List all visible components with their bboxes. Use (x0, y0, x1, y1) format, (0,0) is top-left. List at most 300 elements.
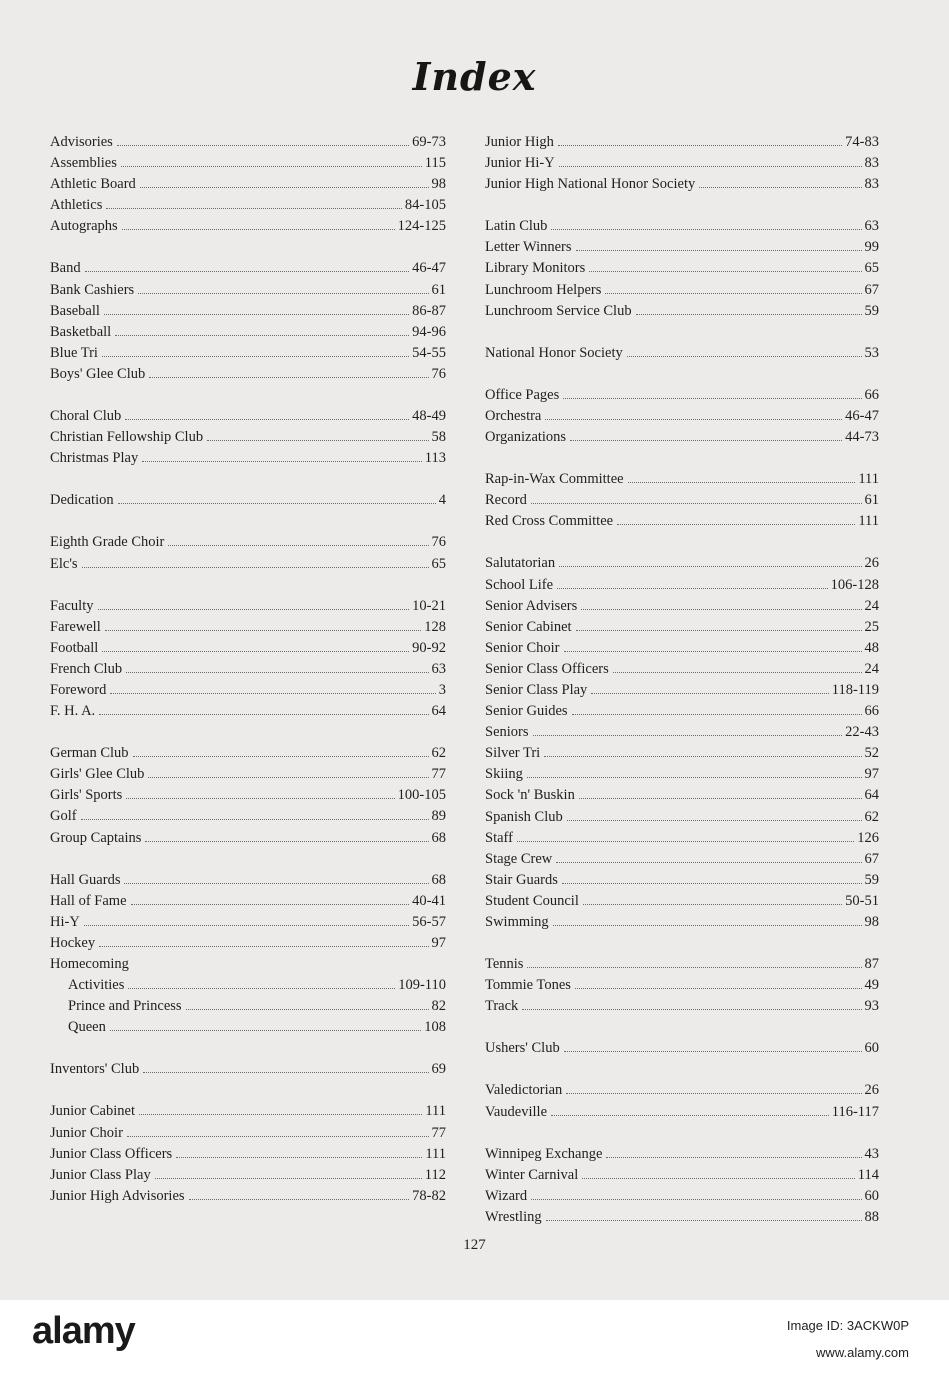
index-entry (485, 617, 879, 638)
leader-dots (118, 503, 436, 504)
index-entry (50, 1059, 446, 1080)
entry-name: Red Cross Committee (485, 513, 614, 530)
leader-dots (186, 1009, 429, 1010)
leader-dots (126, 672, 428, 673)
leader-dots (142, 461, 422, 462)
index-entry (485, 764, 879, 785)
leader-dots (564, 651, 862, 652)
leader-dots (627, 356, 862, 357)
entry-name: Lunchroom Service Club (485, 302, 632, 319)
index-group (485, 1080, 879, 1122)
index-entry (485, 258, 879, 279)
entry-name: Senior Class Officers (485, 660, 609, 677)
leader-dots (82, 567, 429, 568)
leader-dots (527, 967, 861, 968)
leader-dots (124, 883, 428, 884)
index-entry (485, 638, 879, 659)
leader-dots (545, 419, 842, 420)
leader-dots (563, 398, 861, 399)
entry-page: 77 (431, 766, 446, 783)
leader-dots (85, 271, 410, 272)
entry-page: 111 (858, 513, 879, 530)
leader-dots (613, 672, 862, 673)
entry-name: Skiing (485, 766, 523, 783)
entry-name: Track (485, 998, 519, 1015)
entry-page: 63 (431, 660, 446, 677)
index-entry (485, 575, 879, 596)
entry-name: Vaudeville (485, 1103, 548, 1120)
entry-page: 78-82 (412, 1187, 446, 1204)
entry-name: Farewell (50, 618, 101, 635)
entry-page: 53 (864, 344, 879, 361)
entry-page: 124-125 (397, 218, 446, 235)
index-entry (485, 743, 879, 764)
index-group (485, 553, 879, 933)
entry-page: 54-55 (412, 344, 446, 361)
entry-page: 24 (864, 597, 879, 614)
entry-page: 59 (864, 871, 879, 888)
index-entry (50, 617, 446, 638)
leader-dots (576, 250, 862, 251)
entry-page: 64 (431, 703, 446, 720)
entry-name: Inventors' Club (50, 1061, 140, 1078)
index-entry (50, 701, 446, 722)
index-group (50, 258, 446, 385)
entry-name: Junior Hi-Y (485, 155, 555, 172)
index-entry (485, 427, 879, 448)
entry-page: 82 (431, 998, 446, 1015)
entry-name: Girls' Glee Club (50, 766, 145, 783)
entry-page: 111 (858, 471, 879, 488)
entry-page: 56-57 (412, 913, 446, 930)
watermark-banner (0, 1300, 949, 1390)
entry-name: Girls' Sports (50, 787, 123, 804)
index-group (485, 469, 879, 532)
entry-name: Swimming (485, 914, 549, 930)
entry-name: Winnipeg Exchange (485, 1145, 603, 1162)
entry-name: School Life (485, 576, 554, 593)
entry-page: 60 (864, 1040, 879, 1057)
index-entry (50, 1101, 446, 1122)
entry-name: Letter Winners (485, 239, 572, 256)
index-entry (50, 343, 446, 364)
entry-page: 48-49 (412, 408, 446, 425)
index-entry (50, 785, 446, 806)
entry-name: Organizations (485, 429, 567, 446)
entry-name: Eighth Grade Choir (50, 534, 165, 551)
entry-page: 58 (431, 429, 446, 446)
leader-dots (102, 651, 409, 652)
index-entry (50, 406, 446, 427)
entry-page: 99 (864, 239, 879, 256)
index-entry (485, 469, 879, 490)
index-entry (485, 680, 879, 701)
entry-name: F. H. A. (50, 703, 96, 720)
index-entry (485, 1186, 879, 1207)
entry-page: 68 (431, 871, 446, 888)
entry-page: 67 (864, 281, 879, 298)
entry-name: Junior High National Honor Society (485, 176, 696, 193)
entry-page: 48 (864, 639, 879, 656)
index-entry (485, 807, 879, 828)
index-entry (485, 385, 879, 406)
entry-page: 67 (864, 850, 879, 867)
index-entry (50, 912, 446, 933)
entry-page: 44-73 (845, 429, 879, 446)
leader-dots (628, 482, 856, 483)
entry-page: 22-43 (845, 724, 879, 741)
index-group (50, 490, 446, 511)
entry-page: 86-87 (412, 302, 446, 319)
entry-page: 97 (864, 766, 879, 783)
entry-page: 69 (431, 1061, 446, 1078)
leader-dots (559, 166, 862, 167)
entry-name: Spanish Club (485, 808, 563, 825)
leader-dots (531, 1199, 861, 1200)
index-entry (50, 195, 446, 216)
entry-name: Junior High (485, 134, 554, 150)
entry-page: 128 (424, 618, 446, 635)
entry-page: 68 (431, 829, 446, 846)
index-entry (50, 870, 446, 891)
leader-dots (106, 208, 402, 209)
entry-name: Homecoming (50, 956, 129, 972)
index-entry (50, 490, 446, 511)
entry-page: 24 (864, 660, 879, 677)
entry-page: 83 (864, 176, 879, 193)
entry-name: Faculty (50, 597, 94, 614)
leader-dots (606, 1157, 861, 1158)
entry-name: Rap-in-Wax Committee (485, 471, 624, 488)
entry-page: 88 (864, 1208, 879, 1225)
index-entry (50, 1165, 446, 1186)
index-entry (485, 343, 879, 364)
entry-page: 4 (438, 492, 446, 509)
entry-name: Junior High Advisories (50, 1187, 185, 1204)
entry-name: Christian Fellowship Club (50, 429, 204, 446)
entry-name: Christmas Play (50, 450, 139, 467)
entry-name: Senior Class Play (485, 681, 588, 698)
index-entry (50, 1123, 446, 1144)
index-entry (485, 1165, 879, 1186)
entry-name: Junior Class Officers (50, 1145, 173, 1162)
entry-name: Football (50, 639, 99, 656)
index-entry (50, 1017, 446, 1038)
index-entry (485, 153, 879, 174)
leader-dots (149, 377, 428, 378)
leader-dots (579, 798, 862, 799)
index-entry (485, 701, 879, 722)
entry-name: German Club (50, 745, 129, 762)
index-column-right (485, 132, 879, 1249)
index-entry (50, 680, 446, 701)
watermark-logo: alamy (32, 1310, 135, 1352)
leader-dots (546, 1220, 862, 1221)
leader-dots (567, 820, 862, 821)
entry-name: Bank Cashiers (50, 281, 135, 298)
index-entry (485, 1102, 879, 1123)
page-title: Index (412, 54, 537, 99)
index-entry (50, 659, 446, 680)
leader-dots (84, 925, 409, 926)
entry-page: 66 (864, 386, 879, 403)
index-column-left (50, 132, 446, 1228)
leader-dots (564, 1051, 862, 1052)
entry-page: 97 (431, 934, 446, 951)
entry-name: Foreword (50, 681, 107, 698)
leader-dots (551, 1115, 829, 1116)
index-entry (485, 975, 879, 996)
index-entry (50, 596, 446, 617)
index-group (485, 1038, 879, 1059)
entry-name: Valedictorian (485, 1082, 563, 1099)
leader-dots (138, 293, 428, 294)
index-entry (485, 237, 879, 258)
entry-page: 90-92 (412, 639, 446, 656)
entry-page: 74-83 (845, 134, 879, 150)
entry-name: Seniors (485, 724, 529, 741)
entry-name: Athletics (50, 197, 103, 214)
entry-page: 118-119 (831, 681, 879, 698)
entry-name: Staff (485, 829, 513, 846)
leader-dots (110, 693, 435, 694)
entry-page: 98 (864, 914, 879, 930)
leader-dots (128, 988, 395, 989)
index-entry (485, 722, 879, 743)
leader-dots (636, 314, 862, 315)
entry-name: Salutatorian (485, 555, 556, 572)
entry-page: 66 (864, 703, 879, 720)
index-entry (50, 996, 446, 1017)
entry-name: Blue Tri (50, 344, 98, 361)
entry-name: Latin Club (485, 218, 548, 235)
leader-dots (544, 756, 861, 757)
index-entry (50, 828, 446, 849)
leader-dots (155, 1178, 422, 1179)
entry-name: Band (50, 260, 81, 277)
leader-dots (99, 946, 428, 947)
index-entry (485, 954, 879, 975)
leader-dots (176, 1157, 422, 1158)
entry-name: National Honor Society (485, 344, 623, 361)
leader-dots (575, 988, 862, 989)
index-entry (50, 427, 446, 448)
leader-dots (207, 440, 428, 441)
index-group (485, 1144, 879, 1228)
page-number: 127 (463, 1237, 486, 1253)
index-group (50, 406, 446, 469)
entry-name: Queen (68, 1019, 106, 1036)
leader-dots (617, 524, 855, 525)
leader-dots (98, 609, 410, 610)
index-entry (485, 596, 879, 617)
index-entry (485, 511, 879, 532)
leader-dots (570, 440, 842, 441)
entry-name: French Club (50, 660, 123, 677)
entry-page: 50-51 (845, 892, 879, 909)
entry-page: 108 (424, 1019, 446, 1036)
entry-page: 3 (438, 681, 446, 698)
index-entry (50, 216, 446, 237)
index-entry (485, 1080, 879, 1101)
entry-page: 69-73 (412, 134, 446, 150)
entry-name: Advisories (50, 134, 113, 150)
leader-dots (126, 798, 394, 799)
index-entry (485, 849, 879, 870)
leader-dots (127, 1136, 429, 1137)
entry-name: Autographs (50, 218, 118, 235)
index-entry (50, 364, 446, 385)
index-entry (485, 996, 879, 1017)
entry-page: 113 (424, 450, 446, 467)
index-group (485, 216, 879, 321)
entry-page: 100-105 (397, 787, 446, 804)
entry-name: Sock 'n' Buskin (485, 787, 575, 804)
entry-name: Senior Advisers (485, 597, 578, 614)
index-entry (485, 891, 879, 912)
leader-dots (105, 630, 422, 631)
leader-dots (148, 777, 428, 778)
leader-dots (533, 735, 843, 736)
leader-dots (121, 166, 422, 167)
index-entry (50, 933, 446, 954)
index-entry (50, 301, 446, 322)
index-entry (485, 216, 879, 237)
entry-name: Hockey (50, 934, 96, 951)
leader-dots (99, 714, 428, 715)
entry-page: 111 (425, 1145, 446, 1162)
index-group (50, 870, 446, 1039)
entry-page: 59 (864, 302, 879, 319)
index-entry (50, 174, 446, 195)
entry-page: 106-128 (830, 576, 879, 593)
index-entry (50, 554, 446, 575)
leader-dots (556, 862, 861, 863)
entry-page: 76 (431, 534, 446, 551)
watermark-image-id: Image ID: 3ACKW0P (786, 1318, 909, 1333)
leader-dots (559, 566, 861, 567)
watermark-url: www.alamy.com (816, 1345, 909, 1360)
entry-name: Student Council (485, 892, 579, 909)
leader-dots (558, 145, 842, 146)
index-entry (50, 322, 446, 343)
entry-page: 46-47 (412, 260, 446, 277)
entry-name: Stage Crew (485, 850, 553, 867)
leader-dots (581, 609, 861, 610)
entry-name: Stair Guards (485, 871, 558, 888)
entry-page: 64 (864, 787, 879, 804)
entry-page: 62 (864, 808, 879, 825)
leader-dots (117, 145, 409, 146)
entry-name: Athletic Board (50, 176, 136, 193)
index-entry (50, 280, 446, 301)
entry-page: 111 (425, 1103, 446, 1120)
leader-dots (527, 777, 862, 778)
index-entry (50, 806, 446, 827)
index-group (50, 532, 446, 574)
index-group (50, 132, 446, 237)
entry-name: Baseball (50, 302, 100, 319)
entry-page: 89 (431, 808, 446, 825)
index-entry (50, 975, 446, 996)
entry-name: Assemblies (50, 155, 117, 172)
entry-name: Lunchroom Helpers (485, 281, 602, 298)
entry-name: Library Monitors (485, 260, 586, 277)
index-entry (485, 659, 879, 680)
entry-page: 114 (857, 1166, 879, 1183)
index-entry (485, 174, 879, 195)
index-group (485, 954, 879, 1017)
entry-name: Senior Cabinet (485, 618, 572, 635)
index-entry (50, 743, 446, 764)
index-entry (50, 764, 446, 785)
index-entry (50, 448, 446, 469)
index-entry (485, 870, 879, 891)
entry-page: 61 (431, 281, 446, 298)
index-entry (50, 1144, 446, 1165)
entry-page: 84-105 (404, 197, 446, 214)
entry-name: Orchestra (485, 407, 542, 424)
entry-name: Record (485, 492, 527, 509)
entry-page: 115 (424, 155, 446, 172)
index-entry (485, 785, 879, 806)
index-entry (485, 1207, 879, 1228)
index-entry (50, 258, 446, 279)
leader-dots (582, 1178, 855, 1179)
leader-dots (131, 904, 410, 905)
leader-dots (81, 819, 429, 820)
leader-dots (140, 187, 429, 188)
index-entry (485, 280, 879, 301)
entry-page: 87 (864, 956, 879, 973)
index-entry (485, 553, 879, 574)
entry-name: Junior Cabinet (50, 1103, 135, 1120)
entry-page: 93 (864, 998, 879, 1015)
leader-dots (104, 314, 409, 315)
index-group (50, 596, 446, 723)
index-entry (485, 1038, 879, 1059)
entry-page: 26 (864, 1082, 879, 1099)
index-entry (50, 891, 446, 912)
leader-dots (143, 1072, 428, 1073)
entry-name: Silver Tri (485, 745, 541, 762)
entry-name: Wrestling (485, 1208, 542, 1225)
leader-dots (583, 904, 842, 905)
leader-dots (139, 1114, 422, 1115)
leader-dots (557, 588, 828, 589)
leader-dots (553, 925, 862, 926)
entry-page: 25 (864, 618, 879, 635)
entry-page: 98 (431, 176, 446, 193)
entry-name: Boys' Glee Club (50, 365, 146, 382)
leader-dots (115, 335, 409, 336)
entry-page: 94-96 (412, 323, 446, 340)
leader-dots (566, 1093, 861, 1094)
index-entry (50, 132, 446, 153)
entry-name: Golf (50, 808, 77, 825)
leader-dots (133, 756, 429, 757)
entry-name: Dedication (50, 492, 114, 509)
leader-dots (122, 229, 395, 230)
index-entry (485, 828, 879, 849)
entry-name: Winter Carnival (485, 1166, 579, 1183)
index-group (50, 1101, 446, 1206)
leader-dots (522, 1009, 861, 1010)
index-entry (50, 638, 446, 659)
index-entry (50, 153, 446, 174)
entry-name: Hall of Fame (50, 892, 127, 909)
entry-name: Hall Guards (50, 871, 121, 888)
